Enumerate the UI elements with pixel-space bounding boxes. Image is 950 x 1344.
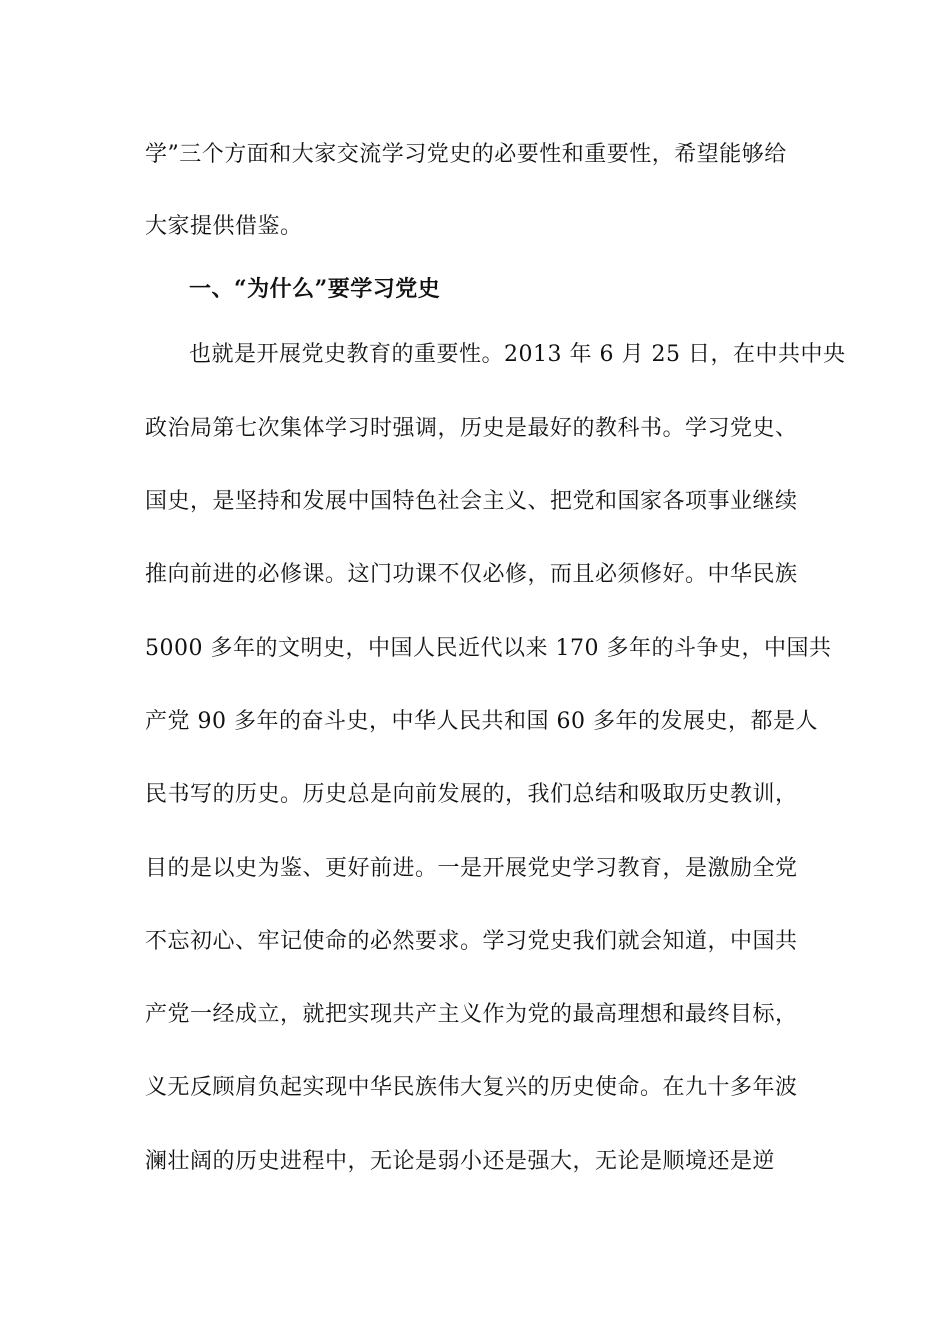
section-heading: 一、“为什么”要学习党史 xyxy=(189,276,441,302)
paragraph-line: 义无反顾肩负起实现中华民族伟大复兴的历史使命。在九十多年波 xyxy=(145,1075,798,1100)
paragraph-line: 大家提供借鉴。 xyxy=(145,214,303,239)
paragraph-line: 5000 多年的文明史，中国人民近代以来 170 多年的斗争史，中国共 xyxy=(145,636,832,661)
paragraph-line: 推向前进的必修课。这门功课不仅必修，而且必须修好。中华民族 xyxy=(145,562,798,587)
paragraph-line: 政治局第七次集体学习时强调，历史是最好的教科书。学习党史、 xyxy=(145,416,798,441)
paragraph-line: 产党一经成立，就把实现共产主义作为党的最高理想和最终目标， xyxy=(145,1002,798,1027)
paragraph-line: 澜壮阔的历史进程中，无论是弱小还是强大，无论是顺境还是逆 xyxy=(145,1149,776,1174)
paragraph-line: 产党 90 多年的奋斗史，中华人民共和国 60 多年的发展史，都是人 xyxy=(145,709,818,734)
paragraph-line: 不忘初心、牢记使命的必然要求。学习党史我们就会知道，中国共 xyxy=(145,929,798,954)
paragraph-line: 目的是以史为鉴、更好前进。一是开展党史学习教育，是激励全党 xyxy=(145,856,798,881)
paragraph-line: 国史，是坚持和发展中国特色社会主义、把党和国家各项事业继续 xyxy=(145,489,798,514)
paragraph-line: 民书写的历史。历史总是向前发展的，我们总结和吸取历史教训， xyxy=(145,782,798,807)
paragraph-line: 也就是开展党史教育的重要性。2013 年 6 月 25 日，在中共中央 xyxy=(189,342,846,367)
paragraph-line: 学”三个方面和大家交流学习党史的必要性和重要性，希望能够给 xyxy=(145,142,787,167)
